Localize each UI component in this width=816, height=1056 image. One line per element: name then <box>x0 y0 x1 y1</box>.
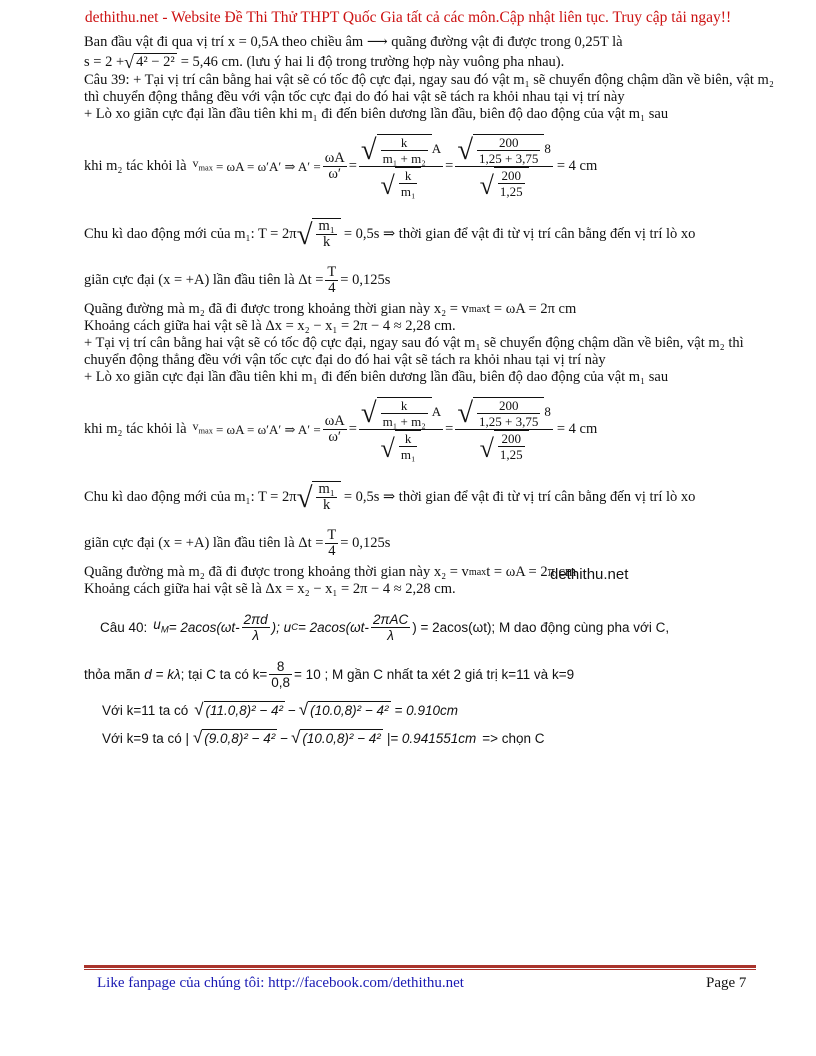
condition-line <box>84 652 774 696</box>
distance-line <box>84 564 774 581</box>
radical: √ (9.0,8)² − 4² <box>193 728 276 748</box>
page-header: dethithu.net - Website Đề Thi Thử THPT Quốc Gia tất cả các môn.Cập nhật liên tục. Truy cập tải ngay!! <box>84 9 732 26</box>
eq-result: = 4 cm <box>556 420 598 437</box>
eq-sub: max <box>468 567 487 579</box>
eq-part: s = 2 + <box>84 53 125 70</box>
eq-part: = 0,125s <box>340 534 391 551</box>
text-line: Ban đầu vật đi qua vị trí x = 0,5A theo chiều âm ⟶ quãng đường vật đi được trong 0,25T là <box>84 34 623 50</box>
distance-line <box>84 301 774 318</box>
radicand: 4² − 2² <box>136 54 175 71</box>
eq-result: = 4 cm <box>556 157 598 174</box>
eq-part: |= 0.941551cm <box>386 730 477 746</box>
radical: √ m₁ k <box>297 481 341 513</box>
eq-part: − <box>280 730 289 746</box>
question-40 <box>100 602 774 652</box>
text-line: Khoảng cách giữa hai vật sẽ là Δx = x₂ − x₁ = 2π − 4 ≈ 2,28 cm. <box>84 318 456 335</box>
eq-part: Với k=9 ta có | <box>102 730 190 746</box>
eq-lead: khi m₂ tác khỏi là <box>84 157 187 174</box>
text-line: + Lò xo giãn cực đại lần đầu tiên khi m₁ đi đến biên dương lần đầu, biên độ dao động của vật m₁ sau <box>84 106 669 123</box>
eq-part: Câu 40: <box>100 619 148 635</box>
big-fraction: √ k m₁ + m₂ A √ k m₁ <box>360 397 442 463</box>
eq-sub: max <box>468 304 487 316</box>
eq-part: = 10 ; M gần C nhất ta xét 2 giá trị k=11 và k=9 <box>294 666 575 682</box>
eq-sub: C <box>291 621 299 633</box>
big-fraction: √ k m₁ + m₂ A √ k m₁ <box>360 134 442 200</box>
watermark: dethithu.net <box>550 566 629 583</box>
footer-divider <box>84 965 756 968</box>
eq-part: − <box>287 702 296 718</box>
question-39: Câu 39: + Tại vị trí cân bằng hai vật sẽ có tốc độ cực đại, ngay sau đó vật m₁ sẽ chuyển động chậm dần về biên, vật m₂ thì chuyển động thẳng đều với vận tốc cực đại do đó hai vật sẽ tách ra khỏi nhau tại vị trí này <box>84 72 774 106</box>
solution-body <box>84 34 774 752</box>
eq-part: Chu kì dao động mới của m₁: T = 2π <box>84 225 297 242</box>
fraction: $\frac{T}{4}$ <box>327 263 337 296</box>
radical: √ 4² − 2² <box>124 52 175 72</box>
text-line: Khoảng cách giữa hai vật sẽ là Δx = x₂ − x₁ = 2π − 4 ≈ 2,28 cm. <box>84 581 456 598</box>
vmax: $v_{max}$ <box>192 419 213 436</box>
big-fraction-numeric: √ 200 1,25 + 3,75 8 √ 200 1,25 <box>457 134 551 200</box>
fraction: $\frac{\omega A}{\omega'}$ <box>324 149 345 182</box>
eq-part: t = ωA = 2π cm <box>486 564 577 581</box>
k9-line <box>102 724 774 752</box>
eq-part: t = ωA = 2π cm <box>486 301 577 318</box>
page-number: Page 7 <box>706 975 747 991</box>
radical: √ m₁ k <box>297 218 341 250</box>
time-line <box>84 522 774 564</box>
eq-part: = 0,125s <box>340 271 391 288</box>
eq-part: d = kλ <box>144 666 181 682</box>
fraction: 2πAC λ <box>372 611 409 643</box>
eq-part: = 0,5s ⇒ thời gian để vật đi từ vị trí cân bằng đến vị trí lò xo <box>343 225 696 242</box>
period-line <box>84 472 774 522</box>
eq-part: Chu kì dao động mới của m₁: T = 2π <box>84 488 297 505</box>
radical: √ (10.0,8)² − 4² <box>291 728 381 748</box>
time-line <box>84 259 774 301</box>
eq-lead: khi m₂ tác khỏi là <box>84 420 187 437</box>
answer: => chọn C <box>482 730 545 746</box>
eq-part: = 2acos(ωt- <box>168 619 240 635</box>
big-fraction-numeric: √ 200 1,25 + 3,75 8 √ 200 1,25 <box>457 397 551 463</box>
radical: √ (11.0,8)² − 4² <box>194 700 283 720</box>
k11-line <box>102 696 774 724</box>
eq-mid: = ωA = ω′A′ ⇒ A′ = <box>215 421 321 437</box>
eq-part: Quãng đường mà m₂ đã đi được trong khoảng thời gian này x₂ = v <box>84 564 469 581</box>
eq-part: giãn cực đại (x = +A) lần đầu tiên là Δt = <box>84 534 324 551</box>
eq-mid: = ωA = ω′A′ ⇒ A′ = <box>215 158 321 174</box>
eq-part: ; tại C ta có k= <box>180 666 268 682</box>
eq-part: = 2acos(ωt- <box>298 619 369 635</box>
text-line: + Lò xo giãn cực đại lần đầu tiên khi m₁ đi đến biên dương lần đầu, biên độ dao động của vật m₁ sau <box>84 369 669 386</box>
text-line: + Tại vị trí cân bằng hai vật sẽ có tốc độ cực đại, ngay sau đó vật m₁ sẽ chuyển động chậm dần về biên, vật m₂ thì chuyển động thẳng đều với vận tốc cực đại do đó hai vật sẽ tách ra khỏi nhau tại vị trí này <box>84 335 744 369</box>
eq-part: Quãng đường mà m₂ đã đi được trong khoảng thời gian này x₂ = v <box>84 301 469 318</box>
eq-part: = 0.910cm <box>394 702 458 718</box>
period-line <box>84 209 774 259</box>
u-m: $u_M$ <box>153 616 169 636</box>
equation-s <box>84 53 774 71</box>
eq-part: giãn cực đại (x = +A) lần đầu tiên là Δt = <box>84 271 324 288</box>
eq-part: = 5,46 cm. (lưu ý hai li độ trong trường hợp này vuông pha nhau). <box>180 53 565 70</box>
eq-part: Với k=11 ta có <box>102 702 189 718</box>
fraction: $\frac{T}{4}$ <box>327 526 337 559</box>
eq-part: = 0,5s ⇒ thời gian để vật đi từ vị trí cân bằng đến vị trí lò xo <box>343 488 696 505</box>
fraction: $\frac{\omega A}{\omega'}$ <box>324 412 345 445</box>
equation-amplitude: khi m₂ tác khỏi là $v_{max}$ = ωA = ω′A′ ⇒ A′ = $\frac{\omega A}{\omega'}$ = √ k m₁ + m₂ A √ k m₁ = √ 200 1,25 + 3,75 8 √ 200 1,25 = 4 cm <box>84 134 598 200</box>
eq-part: ); u <box>271 619 292 635</box>
eq-part: thỏa mãn <box>84 666 141 682</box>
fraction: $\frac{8}{0,8}$ <box>271 658 291 690</box>
equation-amplitude: khi m₂ tác khỏi là $v_{max}$ = ωA = ω′A′ ⇒ A′ = $\frac{\omega A}{\omega'}$ = √ k m₁ + m₂ A √ k m₁ = √ 200 1,25 + 3,75 8 √ 200 1,25 = 4 cm <box>84 397 598 463</box>
eq-part: ) = 2acos(ωt); M dao động cùng pha với C, <box>412 619 670 635</box>
footer-link[interactable]: Like fanpage của chúng tôi: http://facebook.com/dethithu.net <box>97 975 464 991</box>
footer-divider-thin <box>84 969 756 970</box>
radical: √ (10.0,8)² − 4² <box>298 700 389 720</box>
vmax: $v_{max}$ <box>192 156 213 173</box>
fraction: 2πd λ <box>243 611 268 643</box>
